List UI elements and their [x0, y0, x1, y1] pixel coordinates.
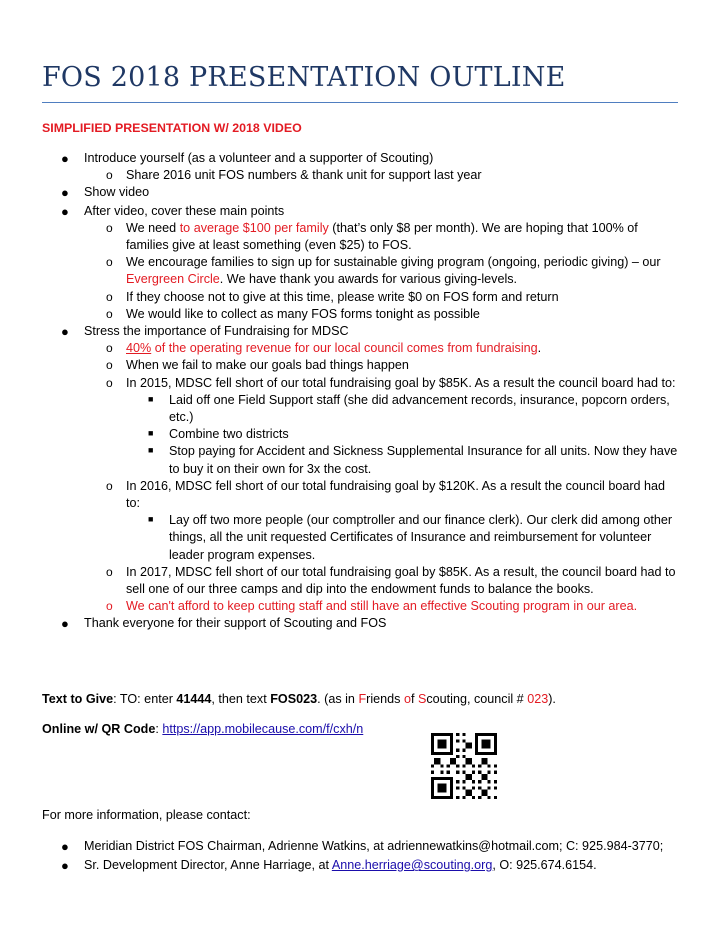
list-item: o We encourage families to sign up for sustainable giving program (ongoing, periodic giving) – our Evergreen Circle. We have thank you awards for various giving-levels.: [106, 255, 661, 287]
list-item: o If they choose not to give at this time, please write $0 on FOS form and return: [42, 289, 682, 306]
qr-code-icon[interactable]: [431, 733, 497, 799]
list-item: ● Meridian District FOS Chairman, Adrienne Watkins, at adriennewatkins@hotmail.com; C: 925.984-3770;: [61, 839, 664, 854]
title-divider: [42, 102, 678, 103]
list-item: o When we fail to make our goals bad things happen: [42, 357, 682, 374]
list-item: ● Thank everyone for their support of Scouting and FOS: [61, 616, 387, 632]
list-item: o We can't afford to keep cutting staff and still have an effective Scouting program in our area.: [42, 598, 682, 615]
list-item: o In 2016, MDSC fell short of our total fundraising goal by $120K. As a result the council board had to:: [106, 478, 666, 511]
bullet-dot-icon: ●: [61, 616, 69, 632]
list-item: ● Show video: [61, 185, 150, 201]
text-to-give: Text to Give: TO: enter 41444, then text FOS023. (as in Friends of Scouting, council # 023).: [42, 692, 556, 706]
list-item: ■ Lay off two more people (our comptroller and our finance clerk). Our clerk did among other things, all the unit requested Certificates of Insurance and reimbursement for volunteer leader program expenses.: [148, 513, 673, 562]
donation-link[interactable]: https://app.mobilecause.com/f/cxh/n: [162, 722, 364, 736]
online-qr-line: Online w/ QR Code: https://app.mobilecause.com/f/cxh/n: [42, 722, 364, 736]
list-item: ● Sr. Development Director, Anne Harriage, at Anne.herriage@scouting.org, O: 925.674.6154.: [61, 858, 597, 874]
list-item: ■ Stop paying for Accident and Sickness Supplemental Insurance for all units. Now they have to buy it on their own for 3x the cost.: [148, 444, 678, 476]
list-item: ■ Laid off one Field Support staff (she did advancement records, insurance, popcorn orders, etc.): [148, 392, 670, 425]
bullet-dot-icon: ●: [61, 858, 69, 874]
list-item: ● After video, cover these main points: [61, 203, 285, 219]
bullet-circle-icon: o: [106, 168, 113, 183]
bullet-dot-icon: ●: [61, 185, 69, 201]
bullet-circle-icon: o: [106, 341, 113, 356]
presentation-outline: [42, 150, 682, 633]
bullet-circle-icon: o: [106, 306, 113, 321]
bullet-dot-icon: ●: [61, 203, 69, 219]
list-item: o We need to average $100 per family (that’s only $8 per month). We are hoping that 100% of families give at least something (even $25) to FOS.: [106, 220, 638, 253]
bullet-dot-icon: ●: [61, 324, 69, 340]
list-item: o We would like to collect as many FOS forms tonight as possible: [42, 306, 682, 323]
bullet-square-icon: ■: [148, 428, 154, 439]
bullet-circle-icon: o: [106, 375, 113, 390]
list-item: o 40% of the operating revenue for our local council comes from fundraising.: [42, 340, 682, 357]
bullet-circle-icon: o: [106, 564, 113, 579]
bullet-dot-icon: ●: [61, 839, 69, 854]
bullet-circle-icon: o: [106, 255, 113, 270]
bullet-circle-icon: o: [106, 289, 113, 304]
bullet-square-icon: ■: [148, 393, 154, 404]
list-item: ■ Combine two districts: [148, 427, 289, 442]
list-item: ● Introduce yourself (as a volunteer and a supporter of Scouting): [61, 151, 434, 166]
page-title: FOS 2018 PRESENTATION OUTLINE: [42, 62, 566, 93]
bullet-square-icon: ■: [148, 445, 154, 456]
section-subtitle: SIMPLIFIED PRESENTATION W/ 2018 VIDEO: [42, 121, 302, 135]
bullet-circle-icon: o: [106, 478, 113, 493]
bullet-square-icon: ■: [148, 514, 154, 525]
list-item: o In 2017, MDSC fell short of our total fundraising goal by $85K. As a result, the council board had to sell one of our three camps and dip into the endowment funds to balance the books.: [106, 564, 676, 597]
bullet-circle-icon: o: [106, 599, 113, 614]
list-item: ● Stress the importance of Fundraising for MDSC: [61, 324, 349, 340]
list-item: o In 2015, MDSC fell short of our total fundraising goal by $85K. As a result the council board had to:: [42, 375, 682, 392]
list-item: o Share 2016 unit FOS numbers & thank unit for support last year: [42, 167, 682, 184]
contact-intro: For more information, please contact:: [42, 808, 251, 822]
bullet-circle-icon: o: [106, 358, 113, 373]
contact-list: [42, 838, 682, 874]
bullet-dot-icon: ●: [61, 151, 69, 166]
email-link[interactable]: Anne.herriage@scouting.org: [331, 858, 493, 873]
bullet-circle-icon: o: [106, 220, 113, 235]
